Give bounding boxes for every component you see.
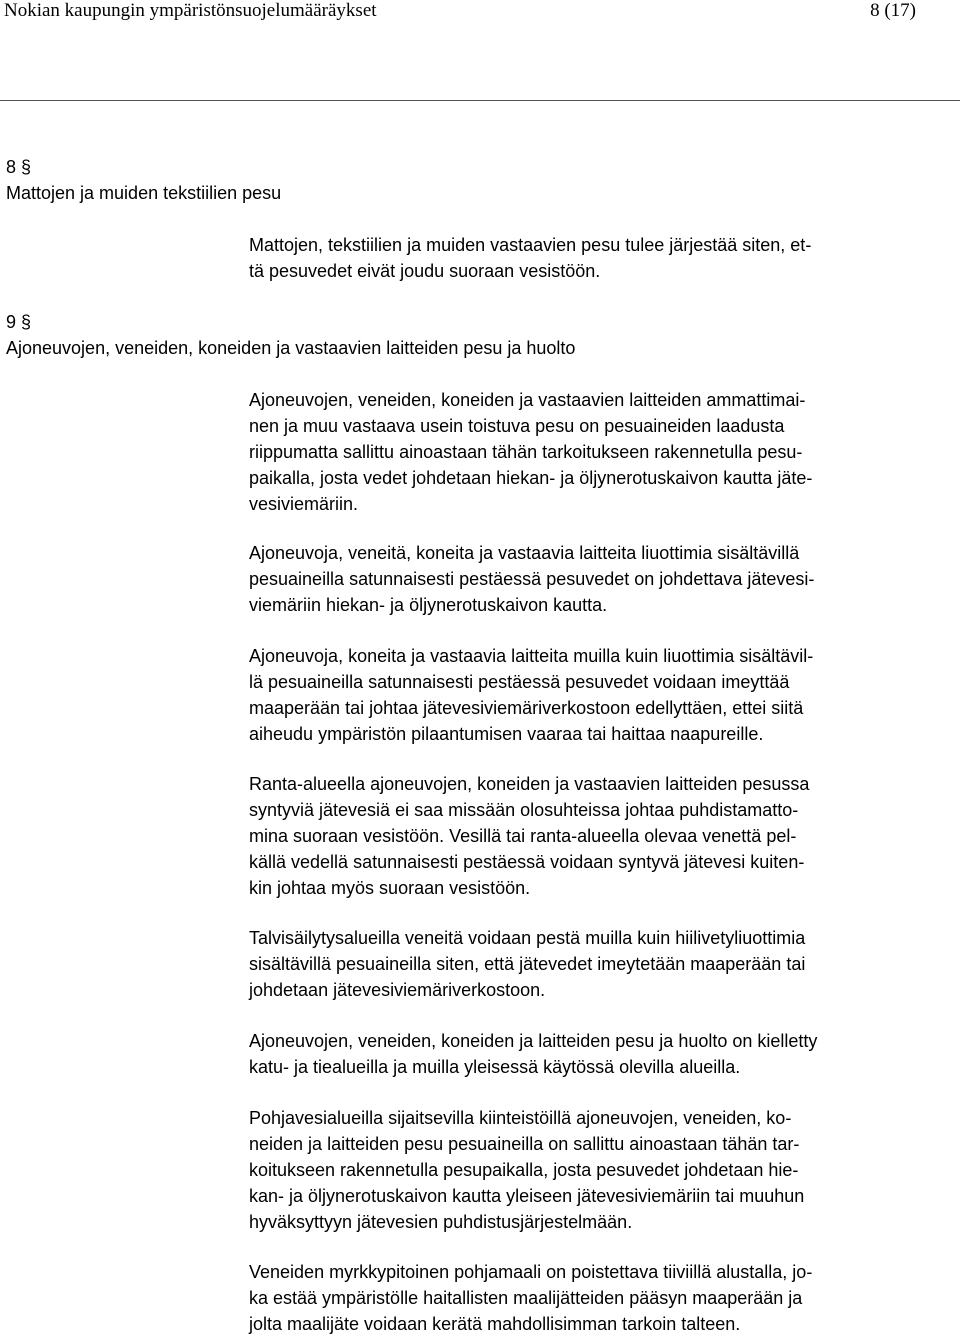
text-line: Ajoneuvojen, veneiden, koneiden ja laitteiden pesu ja huolto on kielletty	[249, 1031, 818, 1051]
paragraph	[249, 387, 960, 517]
page-header	[0, 0, 960, 26]
paragraph	[249, 925, 960, 1003]
paragraph	[249, 1259, 960, 1337]
text-line: neiden ja laitteiden pesu pesuaineilla on sallittu ainoastaan tähän tar-	[249, 1134, 800, 1154]
text-line: johdetaan jätevesiviemäriverkostoon.	[249, 980, 546, 1000]
section-number: 9 §	[6, 312, 32, 332]
document-title: Nokian kaupungin ympäristönsuojelumääräykset	[4, 0, 377, 21]
text-line: Veneiden myrkkypitoinen pohjamaali on poistettava tiiviillä alustalla, jo-	[249, 1262, 813, 1282]
paragraph	[249, 232, 960, 284]
text-line: sisältävillä pesuaineilla siten, että jätevedet imeytetään maaperään tai	[249, 954, 806, 974]
text-line: lä pesuaineilla satunnaisesti pestäessä pesuvedet voidaan imeyttää	[249, 672, 790, 692]
text-line: jolta maalijäte voidaan kerätä mahdollisimman tarkoin talteen.	[249, 1314, 741, 1334]
text-line: kin johtaa myös suoraan vesistöön.	[249, 878, 531, 898]
text-line: hyväksyttyyn jätevesien puhdistusjärjestelmään.	[249, 1212, 633, 1232]
section-title: Mattojen ja muiden tekstiilien pesu	[6, 183, 282, 203]
text-line: tä pesuvedet eivät joudu suoraan vesistöön.	[249, 261, 601, 281]
text-line: Ranta-alueella ajoneuvojen, koneiden ja vastaavien laitteiden pesussa	[249, 774, 810, 794]
text-line: koitukseen rakennetulla pesupaikalla, josta pesuvedet johdetaan hie-	[249, 1160, 799, 1180]
text-line: Pohjavesialueilla sijaitsevilla kiinteistöillä ajoneuvojen, veneiden, ko-	[249, 1108, 792, 1128]
paragraph	[249, 1028, 960, 1080]
paragraph	[249, 540, 960, 618]
header-divider	[0, 100, 960, 101]
section-number: 8 §	[6, 157, 32, 177]
text-line: nen ja muu vastaava usein toistuva pesu on pesuaineiden laadusta	[249, 416, 785, 436]
paragraph	[249, 771, 960, 901]
text-line: viemäriin hiekan- ja öljynerotuskaivon kautta.	[249, 595, 608, 615]
text-line: katu- ja tiealueilla ja muilla yleisessä käytössä olevilla alueilla.	[249, 1057, 741, 1077]
text-line: ka estää ympäristölle haitallisten maalijätteiden pääsyn maaperään ja	[249, 1288, 803, 1308]
paragraph	[249, 1105, 960, 1235]
text-line: Ajoneuvoja, koneita ja vastaavia laitteita muilla kuin liuottimia sisältävil-	[249, 646, 814, 666]
text-line: riippumatta sallittu ainoastaan tähän tarkoitukseen rakennetulla pesu-	[249, 442, 803, 462]
text-line: Talvisäilytysalueilla veneitä voidaan pestä muilla kuin hiilivetyliuottimia	[249, 928, 806, 948]
paragraph	[249, 643, 960, 747]
text-line: aiheudu ympäristön pilaantumisen vaaraa tai haittaa naapureille.	[249, 724, 764, 744]
text-line: vesiviemäriin.	[249, 494, 359, 514]
text-line: Ajoneuvojen, veneiden, koneiden ja vastaavien laitteiden ammattimai-	[249, 390, 806, 410]
text-line: syntyviä jätevesiä ei saa missään olosuhteissa johtaa puhdistamatto-	[249, 800, 799, 820]
text-line: mina suoraan vesistöön. Vesillä tai ranta-alueella olevaa venettä pel-	[249, 826, 797, 846]
text-line: paikalla, josta vedet johdetaan hiekan- ja öljynerotuskaivon kautta jäte-	[249, 468, 813, 488]
text-line: pesuaineilla satunnaisesti pestäessä pesuvedet on johdettava jätevesi-	[249, 569, 815, 589]
text-line: kan- ja öljynerotuskaivon kautta yleiseen jätevesiviemäriin tai muuhun	[249, 1186, 805, 1206]
page-number: 8 (17)	[870, 0, 916, 21]
text-line: maaperään tai johtaa jätevesiviemäriverkostoon edellyttäen, ettei siitä	[249, 698, 804, 718]
section-title: Ajoneuvojen, veneiden, koneiden ja vastaavien laitteiden pesu ja huolto	[6, 338, 576, 358]
text-line: Ajoneuvoja, veneitä, koneita ja vastaavia laitteita liuottimia sisältävillä	[249, 543, 800, 563]
text-line: Mattojen, tekstiilien ja muiden vastaavien pesu tulee järjestää siten, et-	[249, 235, 812, 255]
text-line: källä vedellä satunnaisesti pestäessä voidaan syntyvä jätevesi kuiten-	[249, 852, 805, 872]
